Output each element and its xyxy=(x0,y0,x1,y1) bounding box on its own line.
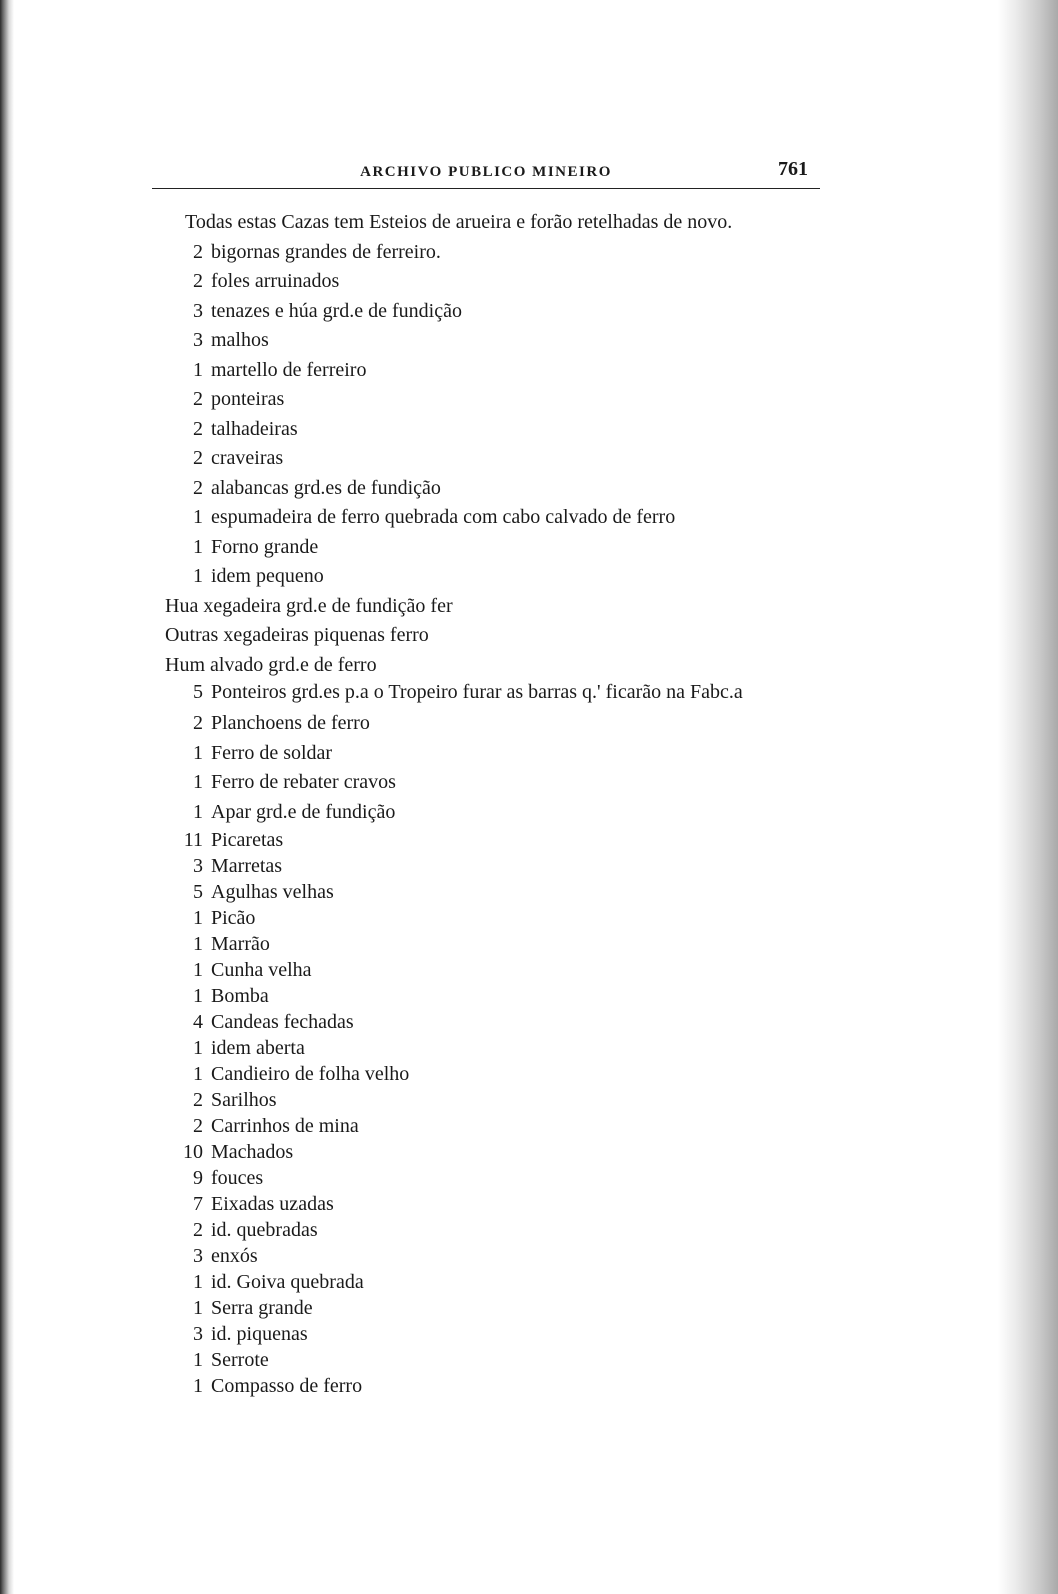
item-description: alabancas grd.es de fundição xyxy=(211,476,441,499)
list-item xyxy=(165,621,825,651)
item-quantity: 1 xyxy=(193,358,203,381)
list-item xyxy=(165,474,825,504)
item-description: espumadeira de ferro quebrada com cabo calvado de ferro xyxy=(211,506,676,528)
item-description: Ferro de soldar xyxy=(211,741,333,764)
item-quantity: 2 xyxy=(193,1089,203,1111)
list-item xyxy=(165,879,825,905)
item-quantity: 2 xyxy=(193,270,203,292)
inventory-text xyxy=(165,208,825,1399)
item-quantity: 2 xyxy=(193,417,203,440)
item-quantity: 1 xyxy=(193,985,203,1007)
item-description: bigornas grandes de ferreiro. xyxy=(211,240,441,263)
item-description: martello de ferreiro xyxy=(211,358,367,381)
item-description: id. Goiva quebrada xyxy=(211,1271,364,1293)
item-description: Compasso de ferro xyxy=(211,1375,363,1397)
list-item xyxy=(165,1373,825,1399)
item-quantity: 2 xyxy=(193,1115,203,1137)
item-description: enxós xyxy=(211,1245,258,1267)
item-quantity: 3 xyxy=(193,855,203,877)
list-item xyxy=(165,1217,825,1243)
list-item xyxy=(165,651,825,681)
list-item xyxy=(165,739,825,769)
item-quantity: 1 xyxy=(193,771,203,793)
item-quantity: 1 xyxy=(193,1037,203,1059)
item-quantity: 3 xyxy=(193,1245,203,1267)
item-description: Ferro de rebater cravos xyxy=(211,771,396,793)
item-quantity: 2 xyxy=(193,388,203,410)
item-description: idem aberta xyxy=(211,1037,305,1059)
list-item xyxy=(165,853,825,879)
item-quantity: 1 xyxy=(193,1349,203,1371)
list-item xyxy=(165,533,825,563)
item-quantity: 5 xyxy=(193,881,203,903)
item-quantity: 1 xyxy=(193,1063,203,1085)
list-item xyxy=(165,680,825,704)
list-item xyxy=(165,983,825,1009)
intro-paragraph: Todas estas Cazas tem Esteios de arueira e forão retelhadas de novo. xyxy=(185,211,733,233)
item-description: craveiras xyxy=(211,447,284,469)
item-description: Carrinhos de mina xyxy=(211,1115,359,1137)
item-description: Marrão xyxy=(211,933,270,955)
item-description: Candieiro de folha velho xyxy=(211,1063,410,1085)
list-item xyxy=(165,768,825,798)
list-item xyxy=(165,798,825,828)
list-item xyxy=(165,1061,825,1087)
list-item xyxy=(165,1009,825,1035)
item-description: Serrote xyxy=(211,1349,269,1371)
item-description: Agulhas velhas xyxy=(211,881,334,903)
page-number: 761 xyxy=(778,158,808,180)
item-description: Sarilhos xyxy=(211,1089,277,1111)
item-description: Serra grande xyxy=(211,1297,313,1319)
item-description: ponteiras xyxy=(211,388,285,410)
item-description: Machados xyxy=(211,1141,294,1163)
item-quantity: 2 xyxy=(193,476,203,499)
item-quantity: 3 xyxy=(193,329,203,351)
item-description: tenazes e húa grd.e de fundição xyxy=(211,299,462,322)
item-quantity: 10 xyxy=(183,1141,203,1163)
item-description: Picão xyxy=(211,907,256,929)
item-description: foles arruinados xyxy=(211,270,340,292)
list-item xyxy=(165,709,825,739)
item-quantity: 2 xyxy=(193,1219,203,1241)
item-description: Hum alvado grd.e de ferro xyxy=(165,653,377,676)
item-description: idem pequeno xyxy=(211,565,324,587)
item-quantity: 5 xyxy=(193,681,203,703)
item-quantity: 1 xyxy=(193,1375,203,1397)
item-quantity: 1 xyxy=(193,1271,203,1293)
item-quantity: 7 xyxy=(193,1193,203,1215)
item-quantity: 1 xyxy=(193,565,203,587)
item-description: fouces xyxy=(211,1167,264,1189)
item-quantity: 1 xyxy=(193,959,203,981)
list-item xyxy=(165,931,825,957)
item-quantity: 3 xyxy=(193,299,203,322)
list-item xyxy=(165,1035,825,1061)
list-item xyxy=(165,1347,825,1373)
item-quantity: 4 xyxy=(193,1011,203,1033)
item-quantity: 1 xyxy=(193,1297,203,1319)
item-quantity: 1 xyxy=(193,741,203,764)
item-quantity: 1 xyxy=(193,506,203,528)
list-item xyxy=(165,297,825,327)
item-description: Hua xegadeira grd.e de fundição fer xyxy=(165,594,453,617)
item-quantity: 2 xyxy=(193,240,203,263)
list-item xyxy=(165,905,825,931)
list-item xyxy=(165,1243,825,1269)
item-description: Ponteiros grd.es p.a o Tropeiro furar as barras q.' ficarão na Fabc.a xyxy=(211,681,743,703)
item-quantity: 1 xyxy=(193,907,203,929)
item-description: Forno grande xyxy=(211,535,319,558)
item-quantity: 2 xyxy=(193,712,203,734)
scan-edge-left xyxy=(0,0,14,1594)
item-description: Picaretas xyxy=(211,829,284,851)
list-item xyxy=(165,503,825,533)
item-description: id. piquenas xyxy=(211,1323,308,1345)
inventory-list xyxy=(165,238,825,1400)
list-item xyxy=(165,267,825,297)
item-description: malhos xyxy=(211,329,269,351)
list-item xyxy=(165,238,825,268)
list-item xyxy=(165,1113,825,1139)
item-quantity: 1 xyxy=(193,933,203,955)
list-item xyxy=(165,957,825,983)
running-title: ARCHIVO PUBLICO MINEIRO xyxy=(360,164,612,180)
list-item xyxy=(165,562,825,592)
list-item xyxy=(165,415,825,445)
item-quantity: 3 xyxy=(193,1323,203,1345)
scan-edge-right xyxy=(998,0,1058,1594)
list-item xyxy=(165,444,825,474)
list-item xyxy=(165,592,825,622)
page-header xyxy=(152,158,820,189)
item-quantity: 9 xyxy=(193,1167,203,1189)
list-item xyxy=(165,827,825,853)
item-description: talhadeiras xyxy=(211,417,298,440)
list-item xyxy=(165,1087,825,1113)
list-item xyxy=(165,356,825,386)
item-description: Planchoens de ferro xyxy=(211,712,370,734)
item-description: id. quebradas xyxy=(211,1219,318,1241)
item-quantity: 1 xyxy=(193,535,203,558)
item-description: Apar grd.e de fundição xyxy=(211,800,396,823)
list-item xyxy=(165,1165,825,1191)
item-quantity: 2 xyxy=(193,447,203,469)
list-item xyxy=(165,1191,825,1217)
item-quantity: 1 xyxy=(193,800,203,823)
list-item xyxy=(165,1139,825,1165)
list-item xyxy=(165,326,825,356)
list-item xyxy=(165,385,825,415)
list-item xyxy=(165,1295,825,1321)
item-description: Marretas xyxy=(211,855,283,877)
item-description: Outras xegadeiras piquenas ferro xyxy=(165,624,429,646)
item-description: Cunha velha xyxy=(211,959,312,981)
item-description: Eixadas uzadas xyxy=(211,1193,334,1215)
item-description: Candeas fechadas xyxy=(211,1011,354,1033)
item-description: Bomba xyxy=(211,985,269,1007)
list-item xyxy=(165,1269,825,1295)
list-item xyxy=(165,1321,825,1347)
item-quantity: 11 xyxy=(183,829,203,851)
